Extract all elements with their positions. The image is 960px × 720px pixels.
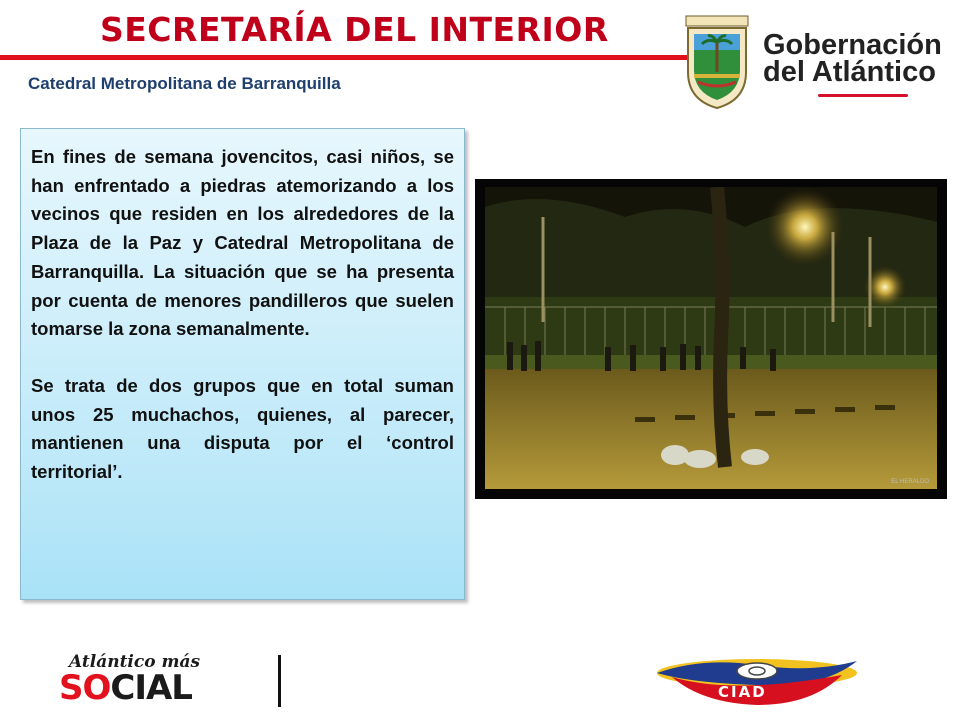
night-street-photo xyxy=(475,179,947,499)
description-box xyxy=(20,128,465,600)
gobernacion-line1: Gobernación xyxy=(763,29,942,61)
title-underline xyxy=(0,55,690,60)
paragraph-2: Se trata de dos grupos que en total suman unos 25 muchachos, quienes, al parecer, mantienen una disputa por el ‘control territorial’. xyxy=(31,374,454,483)
gobernacion-logo xyxy=(678,12,948,112)
social-script-text: Atlántico más xyxy=(69,652,201,672)
gobernacion-wordmark xyxy=(763,29,942,88)
social-word-black: CIAL xyxy=(110,668,192,708)
paragraph-1: En fines de semana jovencitos, casi niños, se han enfrentado a piedras atemorizando a los vecinos que residen en los alrededores de la Plaza de la Paz y Catedral Metropolitana de Barranquilla. La situación que se ha presenta por cuenta de menores pandilleros que suelen tomarse la zona semanalmente. xyxy=(31,146,454,340)
gobernacion-underline xyxy=(818,94,908,97)
footer-divider xyxy=(278,655,281,707)
gobernacion-line2: del Atlántico xyxy=(763,56,936,88)
ciad-text: CIAD xyxy=(718,683,767,701)
coat-of-arms-icon xyxy=(678,12,758,112)
photo-scene xyxy=(485,187,937,489)
atlantico-mas-social-logo xyxy=(55,650,295,710)
ciad-logo xyxy=(652,655,862,707)
page-subtitle: Catedral Metropolitana de Barranquilla xyxy=(28,74,341,93)
page-title: SECRETARÍA DEL INTERIOR xyxy=(100,10,609,49)
photo-credit: EL HERALDO xyxy=(891,479,929,485)
social-word-red: SO xyxy=(59,668,111,708)
social-word xyxy=(59,668,192,708)
